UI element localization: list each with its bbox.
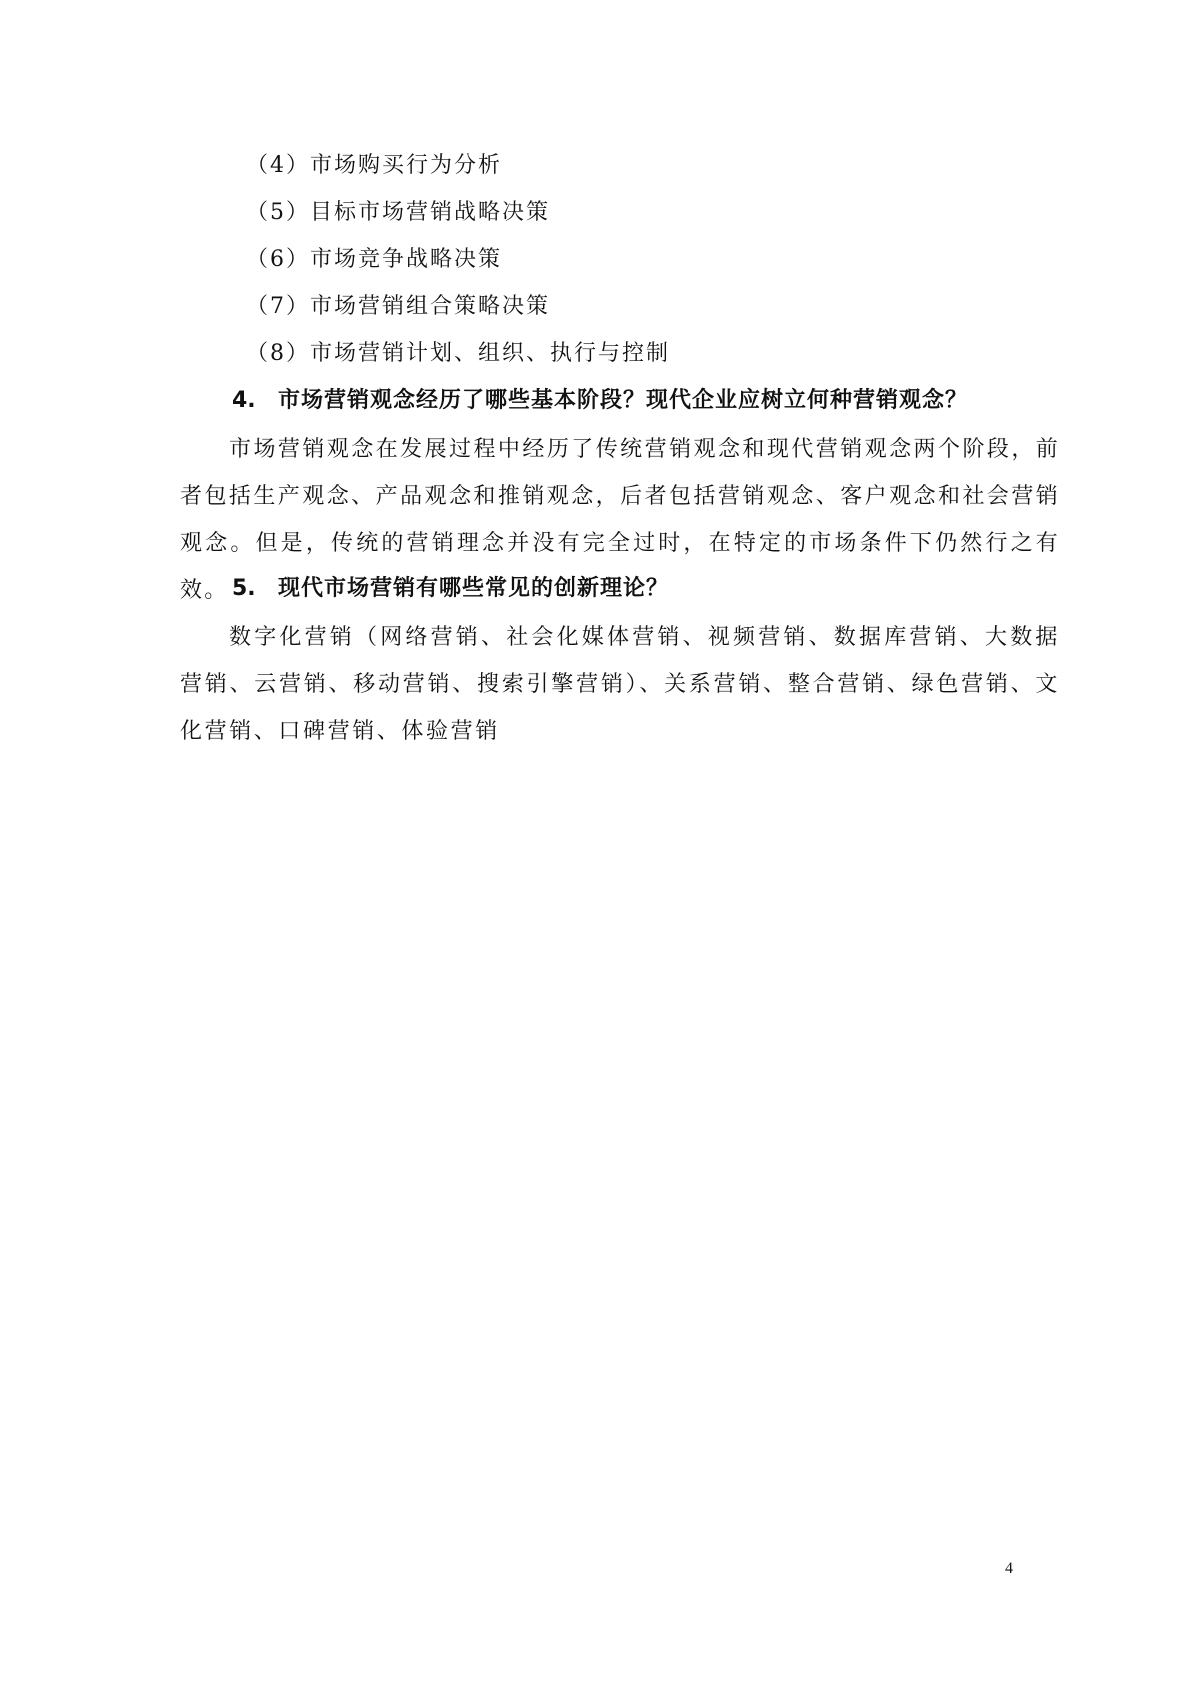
list-item: （6）市场竞争战略决策 [246, 247, 502, 272]
question-5-text: 现代市场营销有哪些常见的创新理论？ [278, 576, 670, 601]
question-5-number: 5. [232, 576, 256, 601]
question-4-heading [232, 386, 968, 416]
question-5-heading [232, 574, 669, 604]
page-number: 4 [1005, 1560, 1013, 1577]
question-4-number: 4. [232, 388, 256, 413]
question-4-answer: 市场营销观念在发展过程中经历了传统营销观念和现代营销观念两个阶段，前者包括生产观念、产品观念和推销观念，后者包括营销观念、客户观念和社会营销观念。但是，传统的营销理念并没有完全过时，在特定的市场条件下仍然行之有效。 [180, 437, 1060, 603]
list-item: （8）市场营销计划、组织、执行与控制 [246, 341, 670, 366]
list-item: （5）目标市场营销战略决策 [246, 200, 550, 225]
list-item: （4）市场购买行为分析 [246, 153, 502, 178]
question-4-text: 市场营销观念经历了哪些基本阶段？现代企业应树立何种营销观念？ [278, 388, 969, 413]
list-item: （7）市场营销组合策略决策 [246, 294, 550, 319]
question-5-answer: 数字化营销（网络营销、社会化媒体营销、视频营销、数据库营销、大数据营销、云营销、移动营销、搜索引擎营销）、关系营销、整合营销、绿色营销、文化营销、口碑营销、体验营销 [180, 625, 1060, 744]
